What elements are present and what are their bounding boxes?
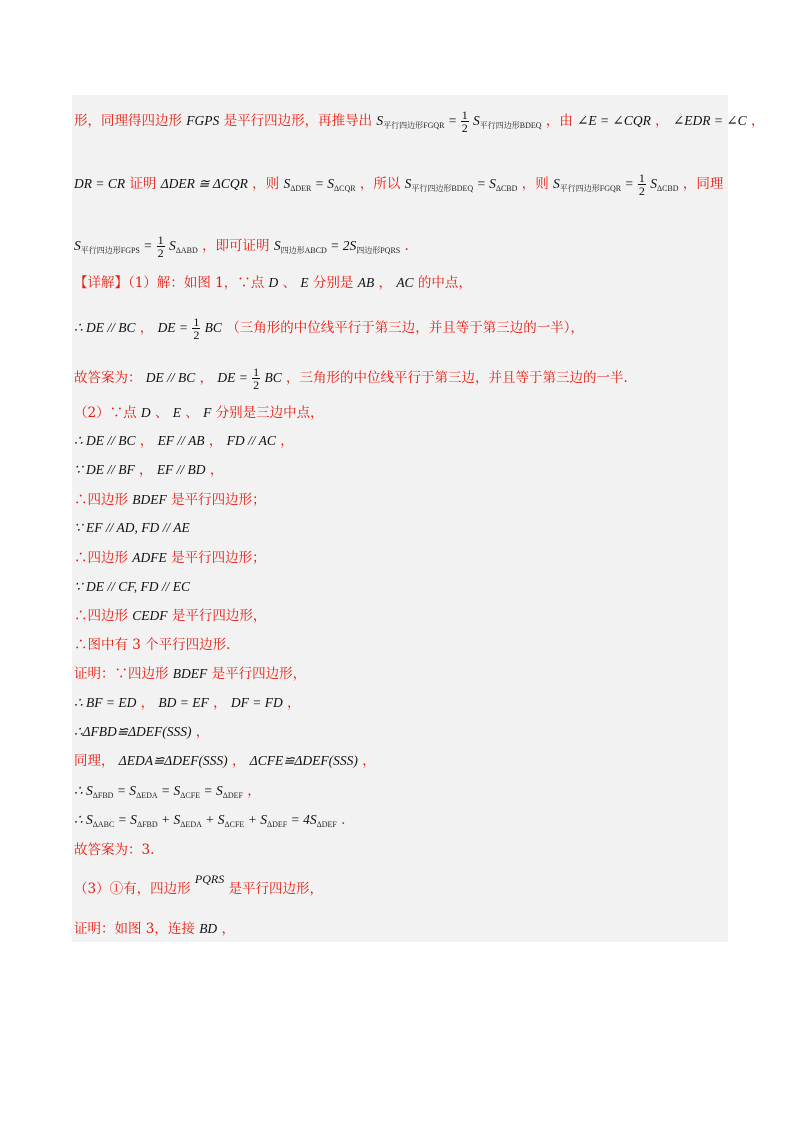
math-parallel: FD // AC (226, 433, 276, 448)
math-parallel: EF // AB (157, 433, 205, 448)
math-equals: = (448, 113, 457, 128)
text-segment: ， (140, 695, 155, 711)
solution-line-18 (74, 723, 209, 741)
solution-line-12 (74, 549, 266, 567)
math-parallel: DE // BC (145, 370, 196, 385)
math-equality: ∴ BF = ED (74, 695, 137, 710)
text-segment: 的中点， (417, 275, 472, 291)
text-segment: ∴图中有 3 个平行四边形. (74, 637, 231, 653)
text-segment: 证明：如图 3，连接 (74, 921, 195, 937)
text-segment: 证明：∵四边形 (74, 666, 169, 682)
math-congruent: ΔEDA≌ΔDEF(SSS) (118, 753, 228, 768)
text-segment: . (404, 238, 409, 254)
math-dr-cr: DR = CR (74, 176, 126, 191)
math-parallel: ∴ DE // BC (74, 320, 136, 335)
solution-line-20 (74, 782, 261, 805)
math-var: BDEF (132, 492, 167, 507)
text-segment: 是平行四边形； (171, 550, 266, 566)
text-segment: 分别是 (312, 275, 354, 291)
math-expr: DE = (157, 320, 189, 335)
text-segment: 是平行四边形， (211, 666, 307, 682)
solution-line-23 (74, 872, 324, 898)
solution-line-5 (74, 316, 584, 341)
math-var: AC (396, 275, 414, 290)
text-segment: 形，同理得四边形 (74, 113, 182, 129)
math-var: D (140, 405, 151, 420)
math-parallel: ∵ DE // CF, FD // EC (74, 579, 190, 594)
math-congruent: ΔDER ≅ ΔCQR (160, 176, 248, 191)
solution-line-4 (74, 274, 472, 292)
math-var: D (268, 275, 279, 290)
solution-line-24 (74, 920, 235, 938)
text-segment: ， (195, 724, 210, 740)
math-area-bdeq: $S_{平行四边形BDEQ}$ (473, 113, 542, 130)
text-segment: ， (139, 433, 154, 449)
text-segment: （2）∵点 (74, 405, 137, 421)
text-segment: ， (378, 275, 393, 291)
solution-line-17 (74, 694, 301, 712)
math-parallel: ∵ EF // AD, FD // AE (74, 520, 190, 535)
math-var: BD (199, 921, 218, 936)
fraction-half: $\frac{1}{2}$ (157, 233, 164, 260)
text-segment: ， (209, 462, 224, 478)
text-segment: . (341, 812, 346, 828)
text-segment: ，则 (521, 176, 549, 192)
solution-line-13 (74, 578, 190, 596)
text-segment: 分别是三边中点， (215, 405, 324, 421)
text-segment: （3）①有，四边形 (74, 881, 191, 897)
math-var: BC (264, 370, 282, 385)
text-segment: ， (213, 695, 227, 711)
solution-line-19 (74, 752, 376, 770)
text-segment: ，同理 (682, 176, 724, 192)
text-segment: ， (139, 462, 153, 478)
text-segment: ， (208, 433, 223, 449)
text-segment: 是平行四边形， (228, 881, 324, 897)
text-segment: ， (199, 370, 214, 386)
solution-line-11 (74, 519, 190, 537)
text-segment: 同理， (74, 753, 115, 769)
math-area-abcd-pqrs: $S_{四边形ABCD} = 2S_{四边形PQRS}$ (273, 238, 401, 255)
solution-line-7 (74, 404, 324, 422)
math-area-der: $S_{\Delta DER} = S_{\Delta CQR}$ (283, 176, 356, 193)
fraction-half: $\frac{1}{2}$ (193, 315, 200, 342)
math-congruent: ∴ΔFBD≌ΔDEF(SSS) (74, 724, 192, 739)
math-area-fgqr: $S_{平行四边形FGQR}$ (376, 113, 445, 130)
math-area-cbd: $S_{\Delta CBD}$ (650, 176, 679, 193)
math-expr: DE = (217, 370, 248, 385)
text-segment: ，所以 (359, 176, 401, 192)
text-segment: 是平行四边形，再推导出 (223, 113, 373, 129)
solution-line-15 (74, 636, 230, 654)
text-segment: ， (362, 753, 376, 769)
solution-line-14 (74, 607, 266, 625)
math-equality: BD = EF (158, 695, 209, 710)
math-area-sum: ∴ $S_{\Delta ABC} = S_{\Delta FBD} + S_{\Delta EDA} + S_{\Delta CFE} + S_{\Delta DEF} = 4S_{\Delta DEF}$ (74, 812, 337, 829)
text-segment: ， (655, 113, 669, 129)
math-var: BDEF (172, 666, 208, 681)
math-angle-eq: ∠E = ∠CQR (577, 113, 651, 128)
text-segment: （三角形的中位线平行于第三边，并且等于第三边的一半）， (226, 320, 584, 336)
solution-line-8 (74, 432, 294, 450)
text-segment: 是平行四边形； (171, 492, 266, 508)
fraction-half: $\frac{1}{2}$ (253, 365, 260, 392)
math-equality: DF = FD (230, 695, 283, 710)
text-segment: 故答案为：3. (74, 842, 155, 858)
math-area-bdeq-cbd: $S_{平行四边形BDEQ} = S_{\Delta CBD}$ (404, 176, 518, 193)
text-segment: ∴四边形 (74, 608, 128, 624)
solution-line-21 (74, 811, 345, 834)
text-segment: ， (247, 783, 261, 799)
solution-line-9 (74, 461, 223, 479)
math-fgps: FGPS (186, 113, 220, 128)
text-segment: ，即可证明 (202, 238, 270, 254)
solution-line-3 (74, 234, 409, 260)
text-segment: ∴四边形 (74, 492, 128, 508)
math-var: E (172, 405, 181, 420)
text-segment: ， (221, 921, 235, 937)
math-var: PQRS (194, 872, 225, 886)
math-var: F (203, 405, 212, 420)
math-parallel: EF // BD (156, 462, 206, 477)
math-congruent: ΔCFE≌ΔDEF(SSS) (249, 753, 358, 768)
solution-line-6 (74, 366, 628, 391)
text-segment: ，由 (545, 113, 573, 129)
fraction-half: $\frac{1}{2}$ (461, 108, 468, 135)
math-area-abd: $S_{\Delta ABD}$ (168, 238, 198, 255)
text-segment: 是平行四边形， (171, 608, 267, 624)
math-area-fgps: $S_{平行四边形FGPS}$ = (74, 238, 153, 255)
solution-line-16 (74, 665, 306, 683)
solution-line-22 (74, 841, 154, 859)
text-segment: 【详解】（1）解：如图 1，∵点 (74, 275, 265, 291)
math-area-fgqr-2: $S_{平行四边形FGQR}$ = (553, 176, 634, 193)
text-segment: ， (280, 433, 294, 449)
text-segment: ， (231, 753, 246, 769)
text-segment: 、 (154, 405, 169, 421)
text-segment: 证明 (129, 176, 157, 192)
solution-line-10 (74, 491, 266, 509)
math-var: E (300, 275, 309, 290)
text-segment: ， (139, 320, 154, 336)
solution-line-2 (74, 172, 723, 198)
math-parallel: ∵ DE // BF (74, 462, 135, 477)
math-var: AB (357, 275, 375, 290)
math-var: BC (204, 320, 222, 335)
math-area-equal: ∴ $S_{\Delta FBD} = S_{\Delta EDA} = S_{\Delta CFE} = S_{\Delta DEF}$ (74, 783, 243, 800)
text-segment: 、 (282, 275, 297, 291)
text-segment: ∴四边形 (74, 550, 128, 566)
math-var: ADFE (132, 550, 167, 565)
text-segment: 故答案为： (74, 370, 142, 386)
text-segment: ，则 (252, 176, 280, 192)
text-segment: 、 (185, 405, 199, 421)
solution-line-1 (74, 109, 764, 135)
math-var: CEDF (132, 608, 168, 623)
text-segment: ，三角形的中位线平行于第三边，并且等于第三边的一半. (286, 370, 628, 386)
text-segment: ， (750, 113, 765, 129)
fraction-half: $\frac{1}{2}$ (638, 171, 645, 198)
text-segment: ， (287, 695, 301, 711)
math-angle-eq-2: ∠EDR = ∠C (672, 113, 747, 128)
math-parallel: ∴ DE // BC (74, 433, 136, 448)
